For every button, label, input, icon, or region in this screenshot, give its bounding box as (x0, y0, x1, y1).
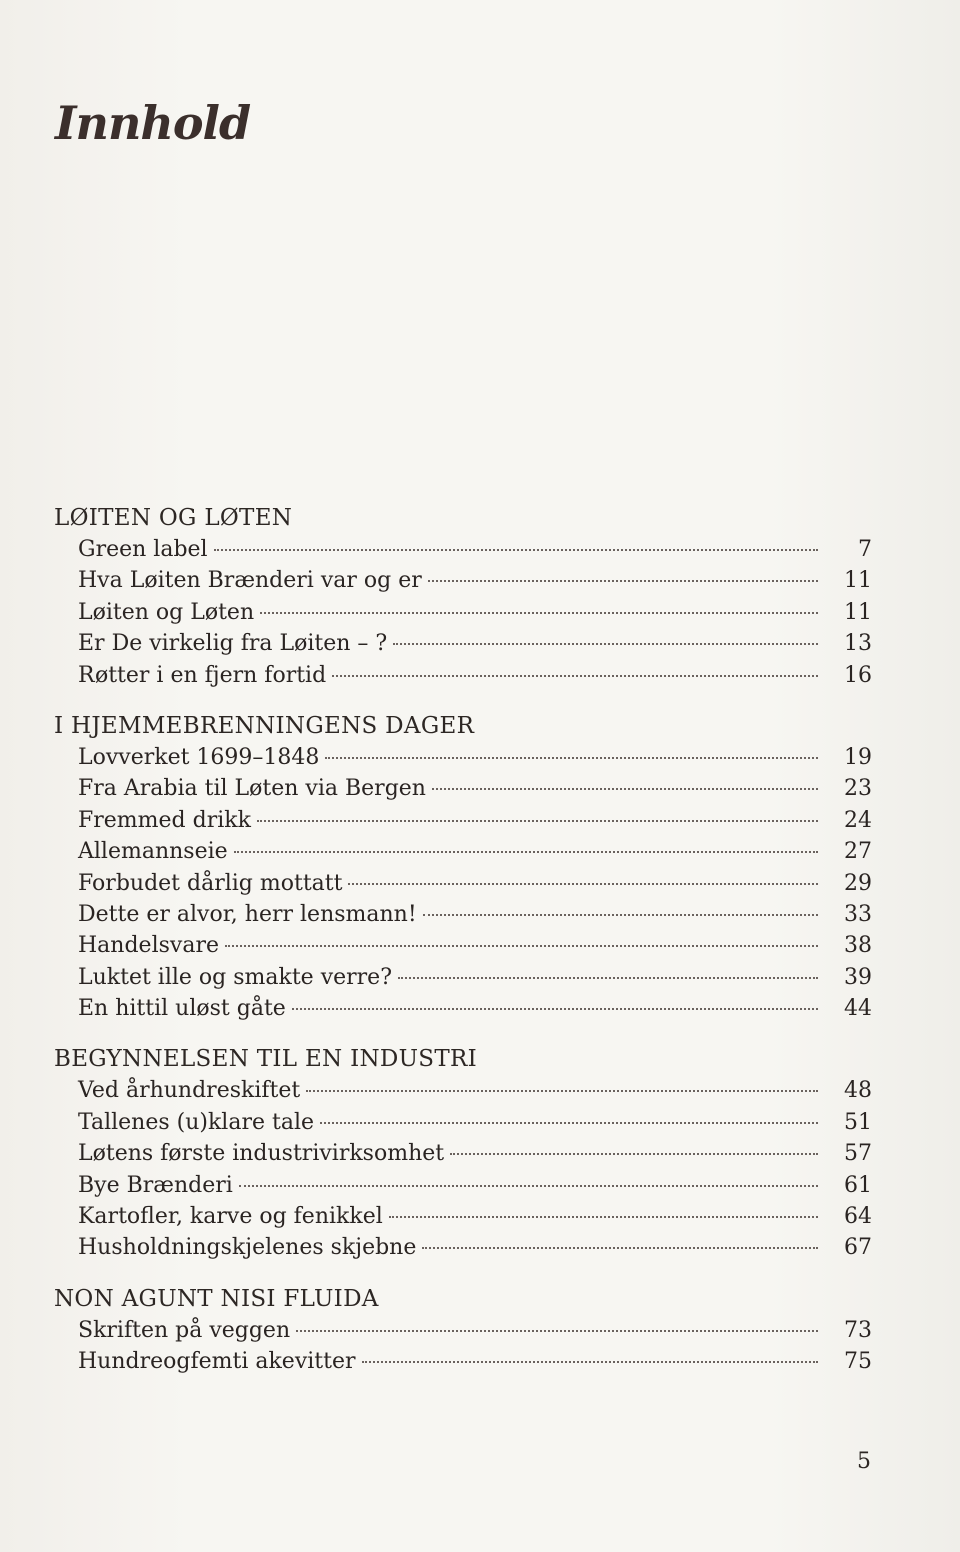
toc-entry (52, 1075, 872, 1106)
dot-leader (332, 674, 818, 677)
entry-title: Skriften på veggen (78, 1317, 291, 1343)
entry-title: Røtter i en fjern fortid (78, 662, 327, 688)
entry-page-number: 57 (844, 1141, 872, 1167)
entry-title: Fra Arabia til Løten via Bergen (78, 776, 426, 802)
entry-title: Husholdningskjelenes skjebne (78, 1235, 417, 1261)
dot-leader (432, 787, 818, 790)
toc-entry (52, 1201, 872, 1232)
entry-title: Ved århundreskiftet (78, 1078, 301, 1104)
entry-title: Fremmed drikk (78, 807, 251, 833)
toc-entry (52, 1170, 872, 1201)
toc-section (52, 1284, 872, 1378)
toc-entry (52, 773, 872, 804)
entry-title: Tallenes (u)klare tale (78, 1109, 315, 1135)
dot-leader (239, 1184, 818, 1187)
toc-entry (52, 805, 872, 836)
table-of-contents (52, 503, 872, 1398)
entry-title: Hundreogfemti akevitter (78, 1349, 356, 1375)
dot-leader (225, 944, 818, 947)
entry-title: Bye Brænderi (78, 1172, 233, 1198)
toc-section (52, 711, 872, 1025)
dot-leader (214, 548, 818, 551)
toc-entry (52, 1232, 872, 1263)
dot-leader (450, 1152, 818, 1155)
entry-title: Er De virkelig fra Løiten – ? (78, 631, 388, 657)
page-title: Innhold (55, 96, 251, 150)
dot-leader (422, 1246, 818, 1249)
entry-title: Kartofler, karve og fenikkel (78, 1204, 383, 1230)
toc-entry (52, 836, 872, 867)
entry-page-number: 44 (844, 996, 872, 1022)
entry-page-number: 23 (844, 776, 872, 802)
entry-page-number: 64 (844, 1204, 872, 1230)
toc-entry (52, 565, 872, 596)
dot-leader (257, 819, 818, 822)
toc-entry (52, 962, 872, 993)
entry-page-number: 27 (844, 839, 872, 865)
toc-entry (52, 660, 872, 691)
entry-title: Hva Løiten Brænderi var og er (78, 568, 422, 594)
entry-page-number: 61 (844, 1172, 872, 1198)
entry-title: Lovverket 1699–1848 (78, 744, 320, 770)
toc-entry (52, 1346, 872, 1377)
page-number: 5 (857, 1449, 871, 1474)
toc-section (52, 503, 872, 691)
toc-entry (52, 597, 872, 628)
entry-page-number: 67 (844, 1235, 872, 1261)
entry-page-number: 24 (844, 807, 872, 833)
entry-title: Forbudet dårlig mottatt (78, 870, 343, 896)
toc-entry (52, 993, 872, 1024)
toc-entry (52, 628, 872, 659)
dot-leader (260, 611, 818, 614)
entry-title: Løtens første industrivirksomhet (78, 1141, 445, 1167)
section-heading: LØITEN OG LØTEN (54, 505, 293, 531)
toc-entry (52, 868, 872, 899)
entry-page-number: 39 (844, 964, 872, 990)
entry-title: Luktet ille og smakte verre? (78, 964, 392, 990)
toc-entry (52, 1138, 872, 1169)
dot-leader (292, 1007, 818, 1010)
toc-section (52, 1044, 872, 1263)
entry-title: Handelsvare (78, 933, 219, 959)
dot-leader (389, 1215, 818, 1218)
toc-entry (52, 899, 872, 930)
dot-leader (398, 976, 818, 979)
toc-entry (52, 1107, 872, 1138)
dot-leader (393, 642, 818, 645)
dot-leader (428, 579, 818, 582)
entry-page-number: 7 (858, 537, 872, 562)
dot-leader (348, 882, 818, 885)
entry-title: Allemannseie (78, 839, 228, 865)
entry-page-number: 73 (844, 1317, 872, 1343)
section-heading: NON AGUNT NISI FLUIDA (54, 1285, 379, 1312)
dot-leader (325, 756, 818, 759)
toc-entry (52, 1315, 872, 1346)
entry-page-number: 29 (844, 870, 872, 896)
entry-title: Green label (78, 537, 208, 562)
section-heading: I HJEMMEBRENNINGENS DAGER (54, 712, 475, 739)
dot-leader (320, 1121, 818, 1124)
entry-title: En hittil uløst gåte (78, 996, 286, 1022)
entry-page-number: 11 (844, 599, 872, 625)
entry-title: Dette er alvor, herr lensmann! (78, 901, 417, 927)
entry-page-number: 38 (844, 933, 872, 959)
toc-entry (52, 930, 872, 961)
entry-page-number: 16 (844, 662, 872, 688)
entry-page-number: 13 (844, 631, 872, 657)
dot-leader (234, 850, 818, 853)
entry-page-number: 48 (844, 1078, 872, 1104)
dot-leader (423, 913, 818, 916)
dot-leader (306, 1089, 818, 1092)
entry-page-number: 51 (844, 1109, 872, 1135)
dot-leader (296, 1329, 818, 1332)
entry-page-number: 33 (844, 901, 872, 927)
entry-page-number: 75 (844, 1349, 872, 1375)
entry-title: Løiten og Løten (78, 599, 255, 625)
entry-page-number: 11 (844, 568, 872, 594)
toc-entry (52, 742, 872, 773)
toc-entry (52, 534, 872, 565)
entry-page-number: 19 (844, 744, 872, 770)
dot-leader (362, 1360, 818, 1363)
section-heading: BEGYNNELSEN TIL EN INDUSTRI (54, 1046, 478, 1073)
